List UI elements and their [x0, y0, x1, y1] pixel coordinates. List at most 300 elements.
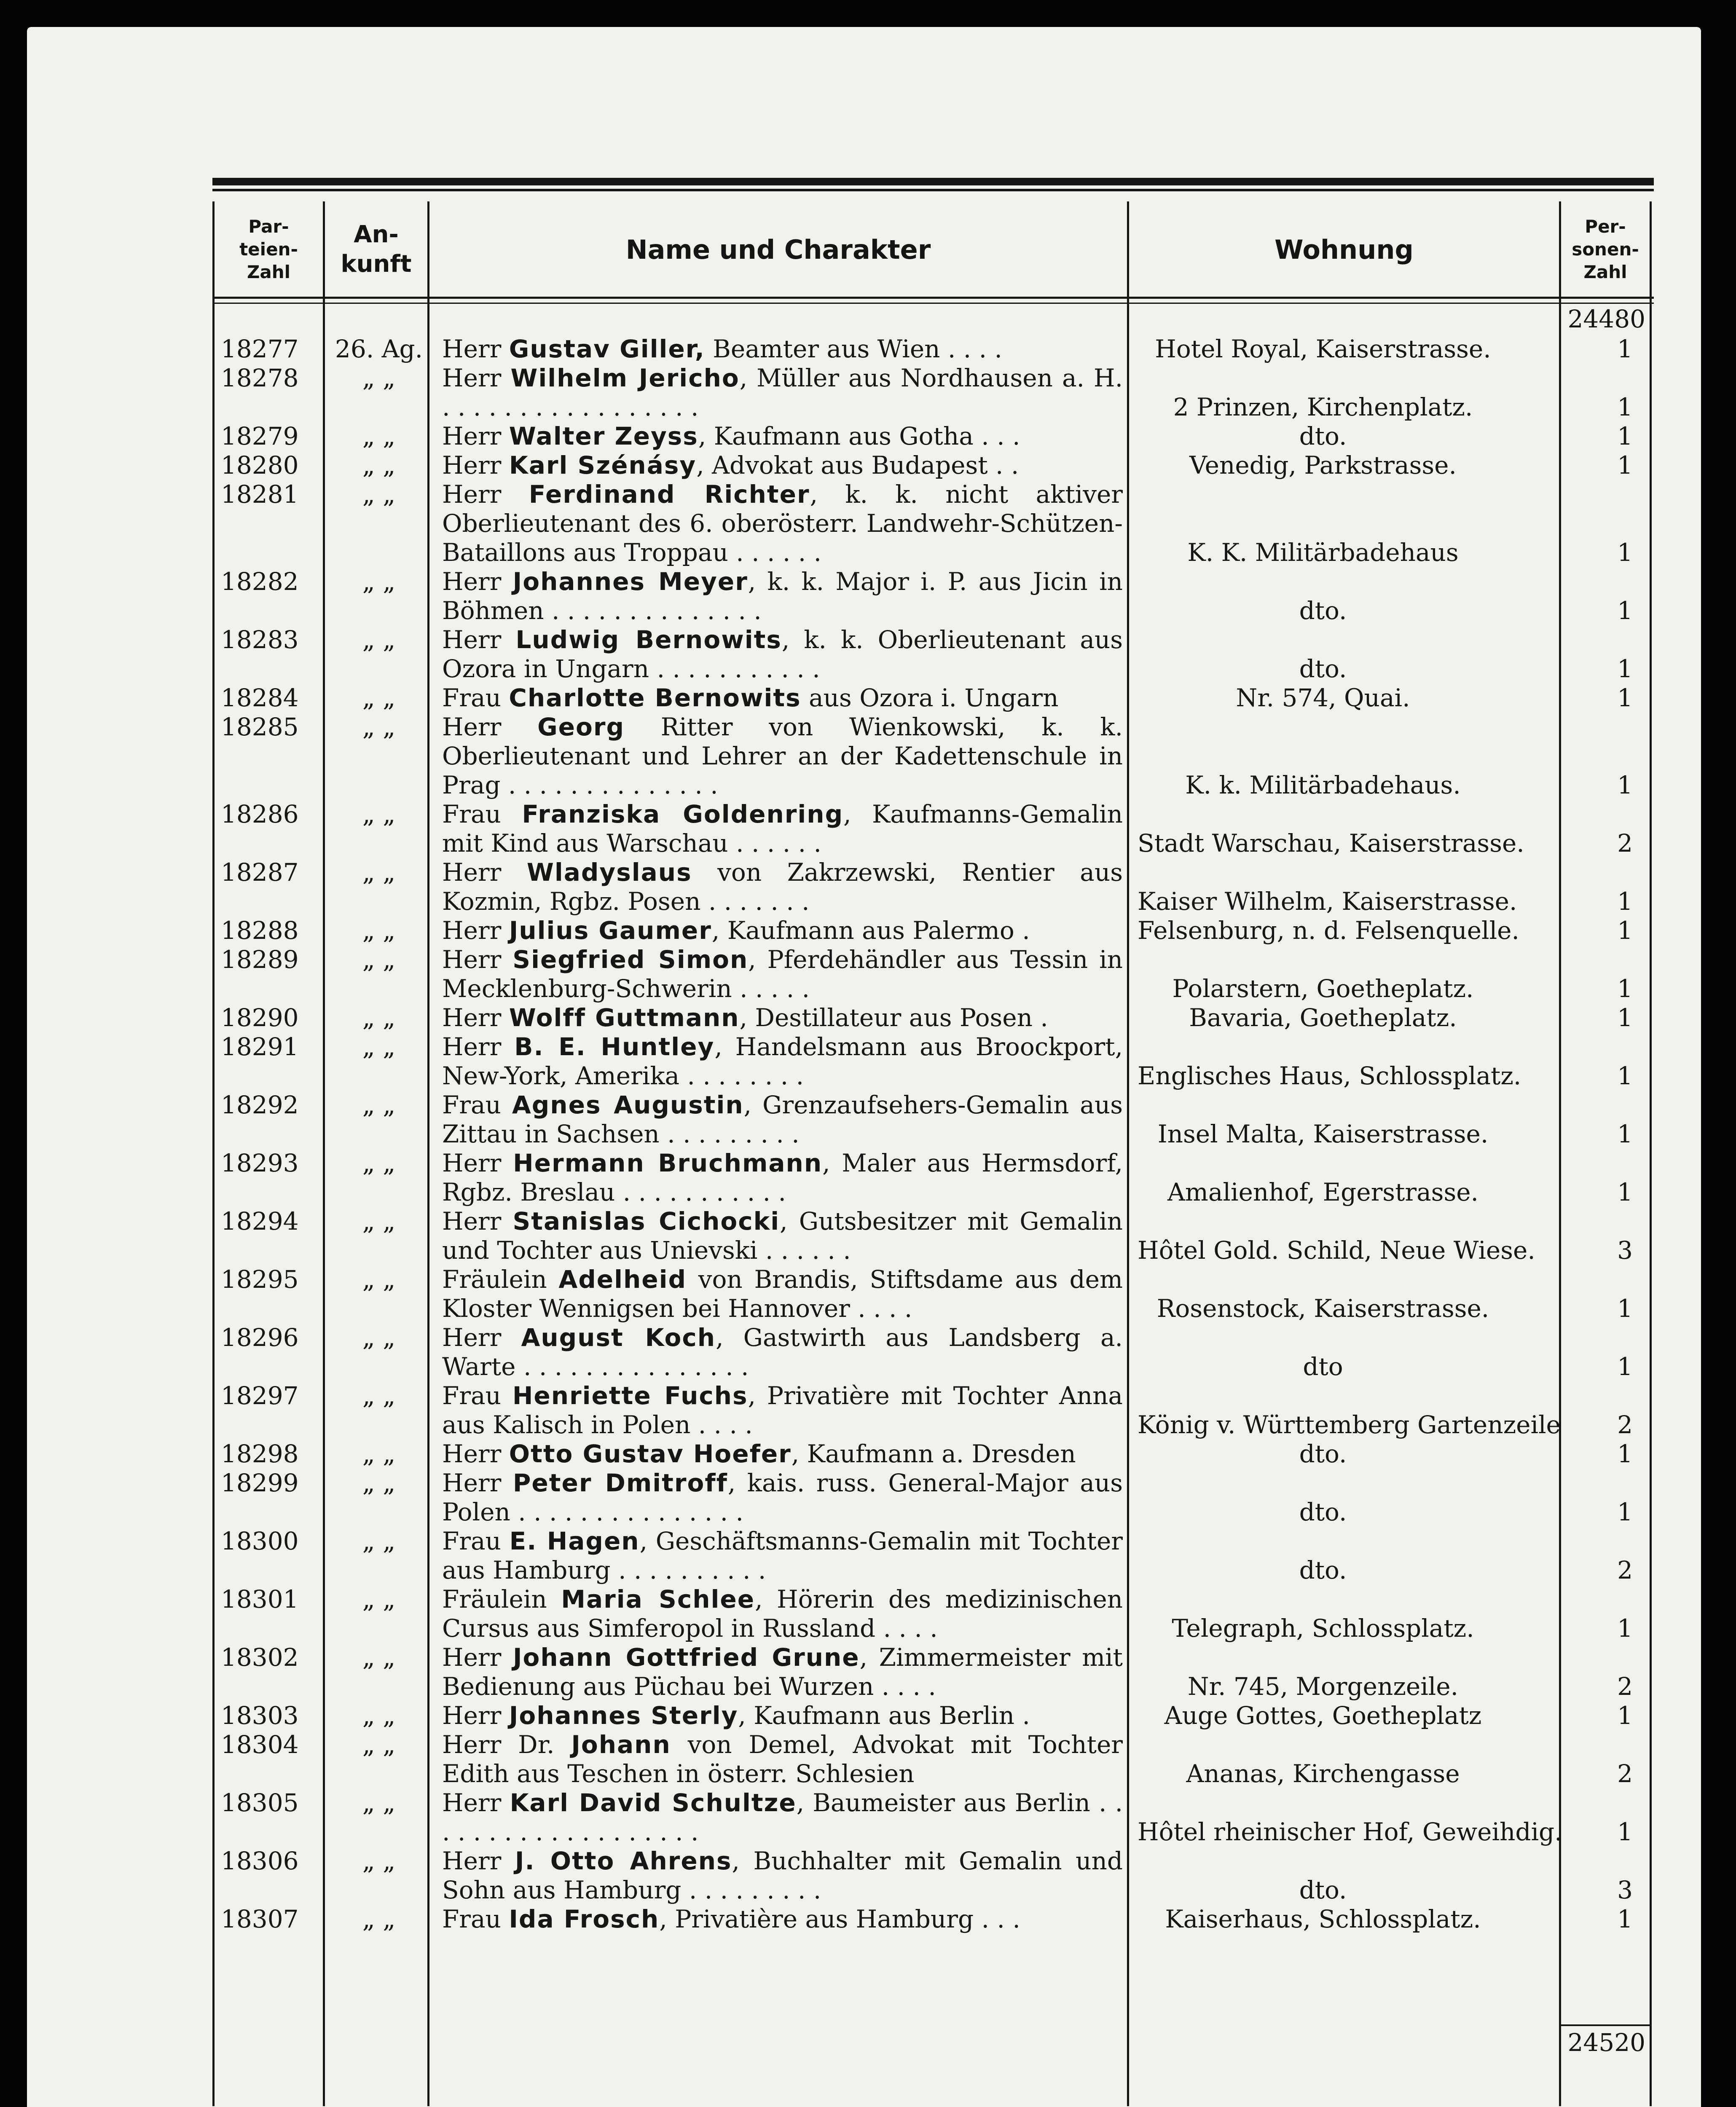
table-row — [212, 1730, 1654, 1788]
personen-zahl: 1 — [1617, 1498, 1633, 1526]
table-row — [212, 480, 1654, 567]
name-und-charakter — [442, 713, 1123, 800]
wohnung: Hôtel rheinischer Hof, Geweihdig. — [1138, 1817, 1562, 1846]
ankunft-date: „ „ — [362, 1440, 396, 1468]
partei-zahl: 18284 — [221, 684, 299, 712]
ankunft-date: „ „ — [362, 625, 396, 654]
top-rule-thick — [212, 178, 1654, 185]
wohnung: dto. — [1299, 654, 1347, 683]
table-row — [212, 1091, 1654, 1149]
guest-name: Karl David Schultze — [510, 1788, 797, 1817]
personen-zahl: 1 — [1617, 596, 1633, 625]
wohnung: Stadt Warschau, Kaiserstrasse. — [1138, 829, 1524, 858]
partei-zahl: 18285 — [221, 713, 299, 741]
table-row — [212, 1323, 1654, 1381]
guest-description: , Baumeister aus Berlin . . . . . . . . . . . . . . . . . . . — [442, 1788, 1123, 1846]
partei-zahl: 18296 — [221, 1323, 299, 1352]
name-und-charakter — [442, 1469, 1123, 1527]
guest-name: Peter Dmitroff — [512, 1469, 728, 1497]
total-rule — [1561, 2024, 1650, 2026]
guest-title: Herr — [442, 480, 502, 509]
partei-zahl: 18278 — [221, 364, 299, 392]
guest-title: Herr — [442, 364, 502, 392]
personen-zahl: 1 — [1617, 422, 1633, 450]
table-row — [212, 1032, 1654, 1091]
name-und-charakter — [442, 1788, 1123, 1847]
ankunft-date: „ „ — [362, 1149, 396, 1177]
name-und-charakter — [442, 1091, 1123, 1149]
guest-description: , Pferdehändler aus Tessin in Mecklenburg-Schwerin . . . . . — [442, 945, 1123, 1003]
personen-zahl: 1 — [1617, 393, 1633, 421]
top-rule-thin — [212, 189, 1654, 191]
guest-name: Johannes Sterly — [509, 1701, 738, 1730]
personen-zahl: 1 — [1617, 1120, 1633, 1148]
table-row — [212, 1788, 1654, 1847]
guest-description: aus Ozora i. Ungarn — [801, 684, 1059, 712]
wohnung: Amalienhof, Egerstrasse. — [1167, 1178, 1478, 1206]
guest-description: , k. k. nicht aktiver Oberlieutenant des 6. oberösterr. Landwehr-Schützen-Bataillons aus Troppau . . . . . . — [442, 480, 1123, 567]
table-row — [212, 713, 1654, 800]
ankunft-date: „ „ — [362, 451, 396, 480]
partei-zahl: 18306 — [221, 1847, 299, 1875]
guest-title: Herr — [442, 451, 502, 480]
partei-zahl: 18290 — [221, 1003, 299, 1032]
wohnung: dto. — [1299, 1498, 1347, 1526]
partei-zahl: 18294 — [221, 1207, 299, 1236]
partei-zahl: 18303 — [221, 1701, 299, 1730]
personen-zahl: 1 — [1617, 1003, 1633, 1032]
name-und-charakter — [442, 1149, 1123, 1207]
guest-title: Herr Dr. — [442, 1730, 555, 1759]
table-row — [212, 800, 1654, 858]
wohnung: Felsenburg, n. d. Felsenquelle. — [1138, 916, 1519, 945]
ankunft-date: „ „ — [362, 1091, 396, 1119]
guest-title: Herr — [442, 1440, 502, 1468]
partei-zahl: 18300 — [221, 1527, 299, 1555]
ankunft-date: „ „ — [362, 1265, 396, 1294]
header-partei-zahl — [215, 203, 323, 296]
ankunft-date: „ „ — [362, 800, 396, 828]
guest-title: Frau — [442, 800, 501, 828]
wohnung: Ananas, Kirchengasse — [1186, 1759, 1460, 1788]
ankunft-date: 26. Ag. — [335, 335, 423, 363]
ankunft-date: „ „ — [362, 1847, 396, 1875]
header-personen-line: sonen- — [1572, 239, 1639, 260]
wohnung: dto. — [1299, 1440, 1347, 1468]
ankunft-date: „ „ — [362, 1003, 396, 1032]
guest-name: Wladyslaus — [526, 858, 692, 887]
name-und-charakter — [442, 1730, 1123, 1788]
table-row — [212, 1381, 1654, 1440]
name-und-charakter — [442, 567, 1123, 625]
ankunft-date: „ „ — [362, 1643, 396, 1672]
guest-name: Charlotte Bernowits — [509, 684, 801, 712]
guest-description: , Kaufmanns-Gemalin mit Kind aus Warschau . . . . . . — [442, 800, 1123, 858]
guest-title: Frau — [442, 684, 501, 712]
ankunft-date: „ „ — [362, 713, 396, 741]
wohnung: Insel Malta, Kaiserstrasse. — [1157, 1120, 1489, 1148]
guest-description: , Grenzaufsehers-Gemalin aus Zittau in Sachsen . . . . . . . . . — [442, 1091, 1123, 1148]
partei-zahl: 18292 — [221, 1091, 299, 1119]
personen-zahl: 1 — [1617, 1062, 1633, 1090]
ankunft-date: „ „ — [362, 916, 396, 945]
guest-title: Herr — [442, 1003, 502, 1032]
personen-zahl: 1 — [1617, 654, 1633, 683]
personen-zahl: 1 — [1617, 684, 1633, 712]
guest-description: , Zimmermeister mit Bedienung aus Püchau bei Wurzen . . . . — [442, 1643, 1123, 1701]
partei-zahl: 18280 — [221, 451, 299, 480]
ankunft-date: „ „ — [362, 1905, 396, 1933]
guest-title: Frau — [442, 1381, 501, 1410]
guest-title: Herr — [442, 1149, 502, 1177]
personen-zahl: 2 — [1617, 829, 1633, 858]
name-und-charakter — [442, 1032, 1123, 1091]
table-row — [212, 1585, 1654, 1643]
partei-zahl: 18293 — [221, 1149, 299, 1177]
personen-zahl: 1 — [1617, 1294, 1633, 1323]
guest-title: Herr — [442, 1788, 502, 1817]
guest-title: Herr — [442, 567, 502, 596]
guest-description: , Maler aus Hermsdorf, Rgbz. Breslau . . . . . . . . . . . — [442, 1149, 1123, 1206]
ankunft-date: „ „ — [362, 1788, 396, 1817]
ankunft-date: „ „ — [362, 422, 396, 450]
guest-description: , Kaufmann aus Palermo . — [711, 916, 1030, 945]
guest-description: , kais. russ. General-Major aus Polen . . . . . . . . . . . . . . . — [442, 1469, 1123, 1526]
guest-description: , Gutsbesitzer mit Gemalin und Tochter aus Unievski . . . . . . — [442, 1207, 1123, 1265]
guest-title: Fräulein — [442, 1585, 547, 1614]
partei-zahl: 18301 — [221, 1585, 299, 1614]
personen-zahl: 1 — [1617, 1352, 1633, 1381]
header-ankunft — [325, 203, 427, 296]
guest-name: Johannes Meyer — [512, 567, 748, 596]
ankunft-date: „ „ — [362, 684, 396, 712]
personen-zahl: 3 — [1617, 1236, 1633, 1265]
ankunft-date: „ „ — [362, 1323, 396, 1352]
personen-zahl: 3 — [1617, 1876, 1633, 1904]
wohnung: K. k. Militärbadehaus. — [1185, 771, 1461, 799]
name-und-charakter — [442, 1381, 1123, 1440]
partei-zahl: 18302 — [221, 1643, 299, 1672]
guest-name: Gustav Giller, — [509, 335, 705, 363]
wohnung: 2 Prinzen, Kirchenplatz. — [1173, 393, 1473, 421]
guest-description: , Kaufmann a. Dresden — [791, 1440, 1076, 1468]
partei-zahl: 18281 — [221, 480, 299, 509]
guest-title: Frau — [442, 1091, 501, 1119]
guest-description: , Gastwirth aus Landsberg a. Warte . . . . . . . . . . . . . . . — [442, 1323, 1123, 1381]
guest-description: , Hörerin des medizinischen Cursus aus Simferopol in Russland . . . . — [442, 1585, 1123, 1643]
wohnung: Venedig, Parkstrasse. — [1189, 451, 1457, 480]
partei-zahl: 18279 — [221, 422, 299, 450]
guest-title: Frau — [442, 1905, 501, 1933]
guest-description: von Zakrzewski, Rentier aus Kozmin, Rgbz. Posen . . . . . . . — [442, 858, 1123, 916]
entries — [212, 335, 1654, 1934]
guest-title: Herr — [442, 1847, 502, 1875]
header-partei-line: teien- — [239, 239, 298, 260]
guest-description: , Kaufmann aus Berlin . — [738, 1701, 1030, 1730]
wohnung: Kaiser Wilhelm, Kaiserstrasse. — [1138, 887, 1517, 916]
guest-name: Agnes Augustin — [512, 1091, 744, 1119]
partei-zahl: 18298 — [221, 1440, 299, 1468]
table-row — [212, 567, 1654, 625]
guest-name: Otto Gustav Hoefer — [509, 1440, 792, 1468]
table-row — [212, 1847, 1654, 1905]
ankunft-date: „ „ — [362, 480, 396, 509]
personen-zahl: 1 — [1617, 1817, 1633, 1846]
header-name: Name und Charakter — [625, 234, 931, 265]
guest-title: Herr — [442, 858, 502, 887]
ankunft-date: „ „ — [362, 1207, 396, 1236]
name-und-charakter — [442, 684, 1123, 713]
table-row — [212, 422, 1654, 451]
guest-description: , Buchhalter mit Gemalin und Sohn aus Hamburg . . . . . . . . . — [442, 1847, 1123, 1904]
table-row — [212, 364, 1654, 422]
personen-zahl: 1 — [1617, 451, 1633, 480]
name-und-charakter — [442, 1527, 1123, 1585]
guest-name: Georg — [537, 713, 625, 741]
header-partei-line: Zahl — [247, 262, 291, 282]
guest-name: Ida Frosch — [509, 1905, 660, 1933]
table-row — [212, 1527, 1654, 1585]
header-rule — [212, 297, 1654, 299]
personen-zahl: 2 — [1617, 1672, 1633, 1701]
header-rule-thin — [212, 303, 1654, 304]
guest-name: Johann — [571, 1730, 671, 1759]
personen-zahl: 2 — [1617, 1410, 1633, 1439]
partei-zahl: 18277 — [221, 335, 299, 363]
personen-zahl: 1 — [1617, 335, 1633, 363]
personen-zahl: 1 — [1617, 916, 1633, 945]
wohnung: Polarstern, Goetheplatz. — [1172, 974, 1474, 1003]
guest-description: , Advokat aus Budapest . . — [696, 451, 1019, 480]
table-row — [212, 1440, 1654, 1469]
header-ankunft-line: An- — [354, 221, 399, 248]
personen-zahl: 1 — [1617, 771, 1633, 799]
guest-title: Herr — [442, 1207, 502, 1236]
ankunft-date: „ „ — [362, 1032, 396, 1061]
guest-title: Herr — [442, 1643, 502, 1672]
partei-zahl: 18297 — [221, 1381, 299, 1410]
name-und-charakter — [442, 1585, 1123, 1643]
guest-name: Ludwig Bernowits — [515, 625, 782, 654]
header-partei-line: Par- — [248, 216, 289, 237]
guest-title: Frau — [442, 1527, 501, 1555]
table-row — [212, 945, 1654, 1003]
personen-zahl: 1 — [1617, 1178, 1633, 1206]
table-row — [212, 684, 1654, 713]
personen-zahl: 1 — [1617, 1701, 1633, 1730]
ankunft-date: „ „ — [362, 1469, 396, 1497]
partei-zahl: 18288 — [221, 916, 299, 945]
guest-description: Ritter von Wienkowski, k. k. Oberlieutenant und Lehrer an der Kadettenschule in Prag . . . . . . . . . . . . . . — [442, 713, 1123, 799]
guest-title: Fräulein — [442, 1265, 547, 1294]
wohnung: Bavaria, Goetheplatz. — [1189, 1003, 1457, 1032]
guest-name: Wilhelm Jericho — [510, 364, 740, 392]
name-und-charakter — [442, 858, 1123, 916]
wohnung: Auge Gottes, Goetheplatz — [1164, 1701, 1482, 1730]
guest-title: Herr — [442, 1469, 502, 1497]
guest-name: August Koch — [521, 1323, 716, 1352]
guest-name: Wolff Guttmann — [509, 1003, 740, 1032]
guest-title: Herr — [442, 916, 502, 945]
header-personen-zahl — [1561, 203, 1650, 296]
name-und-charakter — [442, 1207, 1123, 1265]
guest-name: Johann Gottfried Grune — [512, 1643, 860, 1672]
guest-name: Siegfried Simon — [512, 945, 749, 974]
wohnung: Hôtel Gold. Schild, Neue Wiese. — [1138, 1236, 1535, 1265]
table-row — [212, 1469, 1654, 1527]
partei-zahl: 18289 — [221, 945, 299, 974]
guest-description: , Geschäftsmanns-Gemalin mit Tochter aus Hamburg . . . . . . . . . . — [442, 1527, 1123, 1584]
name-und-charakter — [442, 451, 1123, 480]
guest-description: , Destillateur aus Posen . — [739, 1003, 1048, 1032]
partei-zahl: 18305 — [221, 1788, 299, 1817]
table-row — [212, 1905, 1654, 1934]
table-row — [212, 1643, 1654, 1701]
guest-description: , Kaufmann aus Gotha . . . — [698, 422, 1020, 450]
guest-title: Herr — [442, 1032, 502, 1061]
personen-zahl: 2 — [1617, 1759, 1633, 1788]
name-und-charakter — [442, 335, 1123, 364]
ankunft-date: „ „ — [362, 1730, 396, 1759]
wohnung: dto. — [1299, 1556, 1347, 1584]
personen-zahl: 1 — [1617, 1440, 1633, 1468]
partei-zahl: 18286 — [221, 800, 299, 828]
carry-over-total: 24480 — [1567, 305, 1645, 333]
table-row — [212, 1701, 1654, 1730]
partei-zahl: 18291 — [221, 1032, 299, 1061]
ankunft-date: „ „ — [362, 1527, 396, 1555]
personen-zahl: 1 — [1617, 1905, 1633, 1933]
guest-description: , Privatière aus Hamburg . . . — [659, 1905, 1020, 1933]
name-und-charakter — [442, 1701, 1123, 1730]
guest-name: Walter Zeyss — [509, 422, 698, 450]
page — [27, 27, 1701, 2107]
ankunft-date: „ „ — [362, 1381, 396, 1410]
guest-title: Herr — [442, 713, 502, 741]
wohnung: Englisches Haus, Schlossplatz. — [1138, 1062, 1521, 1090]
partei-zahl: 18299 — [221, 1469, 299, 1497]
name-und-charakter — [442, 1265, 1123, 1323]
guest-name: Karl Szénásy — [509, 451, 697, 480]
guest-name: Julius Gaumer — [509, 916, 712, 945]
wohnung: Telegraph, Schlossplatz. — [1172, 1614, 1474, 1643]
wohnung: dto. — [1299, 422, 1347, 450]
name-und-charakter — [442, 1905, 1123, 1934]
name-und-charakter — [442, 625, 1123, 684]
personen-zahl: 1 — [1617, 538, 1633, 567]
ankunft-date: „ „ — [362, 858, 396, 887]
name-und-charakter — [442, 480, 1123, 567]
guest-name: Stanislas Cichocki — [512, 1207, 780, 1236]
name-und-charakter — [442, 364, 1123, 422]
final-total: 24520 — [1567, 2028, 1645, 2057]
partei-zahl: 18295 — [221, 1265, 299, 1294]
guest-description: , k. k. Major i. P. aus Jicin in Böhmen . . . . . . . . . . . . . . — [442, 567, 1123, 625]
guest-description: , k. k. Oberlieutenant aus Ozora in Ungarn . . . . . . . . . . . — [442, 625, 1123, 683]
guest-name: Adelheid — [558, 1265, 687, 1294]
guest-name: B. E. Huntley — [514, 1032, 715, 1061]
name-und-charakter — [442, 800, 1123, 858]
wohnung: König v. Württemberg Gartenzeile — [1138, 1410, 1561, 1439]
guest-name: J. Otto Ahrens — [515, 1847, 732, 1875]
guest-title: Herr — [442, 422, 502, 450]
table-row — [212, 625, 1654, 684]
guest-title: Herr — [442, 1701, 502, 1730]
guest-description: Beamter aus Wien . . . . — [705, 335, 1002, 363]
guest-title: Herr — [442, 335, 502, 363]
guest-name: Henriette Fuchs — [512, 1381, 748, 1410]
table-row — [212, 451, 1654, 480]
table-row — [212, 1265, 1654, 1323]
name-und-charakter — [442, 1847, 1123, 1905]
name-und-charakter — [442, 1003, 1123, 1032]
guest-name: Franziska Goldenring — [522, 800, 844, 828]
wohnung: K. K. Militärbadehaus — [1187, 538, 1459, 567]
table-row — [212, 335, 1654, 364]
wohnung: dto — [1303, 1352, 1343, 1381]
wohnung: Nr. 574, Quai. — [1236, 684, 1410, 712]
ankunft-date: „ „ — [362, 1585, 396, 1614]
guest-name: Ferdinand Richter — [529, 480, 810, 509]
guest-name: Maria Schlee — [561, 1585, 755, 1614]
partei-zahl: 18287 — [221, 858, 299, 887]
table-row — [212, 1149, 1654, 1207]
guest-description: von Demel, Advokat mit Tochter Edith aus Teschen in österr. Schlesien — [442, 1730, 1123, 1788]
header-personen-line: Zahl — [1583, 262, 1627, 282]
wohnung: Rosenstock, Kaiserstrasse. — [1156, 1294, 1489, 1323]
name-und-charakter — [442, 1643, 1123, 1701]
name-und-charakter — [442, 945, 1123, 1003]
guest-title: Herr — [442, 1323, 502, 1352]
wohnung: Kaiserhaus, Schlossplatz. — [1165, 1905, 1481, 1933]
partei-zahl: 18307 — [221, 1905, 299, 1933]
table-row — [212, 1003, 1654, 1032]
table-row — [212, 916, 1654, 945]
ankunft-date: „ „ — [362, 364, 396, 392]
guest-description: , Privatière mit Tochter Anna aus Kalisch in Polen . . . . — [442, 1381, 1123, 1439]
guest-name: Hermann Bruchmann — [513, 1149, 823, 1177]
header-personen-line: Per- — [1585, 216, 1626, 237]
guest-name: E. Hagen — [509, 1527, 640, 1555]
ankunft-date: „ „ — [362, 945, 396, 974]
name-und-charakter — [442, 422, 1123, 451]
table-row — [212, 858, 1654, 916]
ankunft-date: „ „ — [362, 567, 396, 596]
wohnung: dto. — [1299, 1876, 1347, 1904]
guest-title: Herr — [442, 945, 502, 974]
wohnung: Hotel Royal, Kaiserstrasse. — [1155, 335, 1491, 363]
personen-zahl: 1 — [1617, 1614, 1633, 1643]
header-ankunft-line: kunft — [341, 250, 412, 278]
name-und-charakter — [442, 1323, 1123, 1381]
table-row — [212, 1207, 1654, 1265]
wohnung: dto. — [1299, 596, 1347, 625]
personen-zahl: 1 — [1617, 887, 1633, 916]
wohnung: Nr. 745, Morgenzeile. — [1187, 1672, 1459, 1701]
partei-zahl: 18282 — [221, 567, 299, 596]
guest-title: Herr — [442, 625, 502, 654]
header-wohnung: Wohnung — [1274, 234, 1414, 265]
ankunft-date: „ „ — [362, 1701, 396, 1730]
guest-description: , Handelsmann aus Broockport, New-York, Amerika . . . . . . . . — [442, 1032, 1123, 1090]
partei-zahl: 18283 — [221, 625, 299, 654]
personen-zahl: 1 — [1617, 974, 1633, 1003]
guest-description: , Müller aus Nordhausen a. H. . . . . . . . . . . . . . . . . . — [442, 364, 1123, 421]
register-table — [212, 178, 1654, 2099]
personen-zahl: 2 — [1617, 1556, 1633, 1584]
name-und-charakter — [442, 916, 1123, 945]
name-und-charakter — [442, 1440, 1123, 1469]
